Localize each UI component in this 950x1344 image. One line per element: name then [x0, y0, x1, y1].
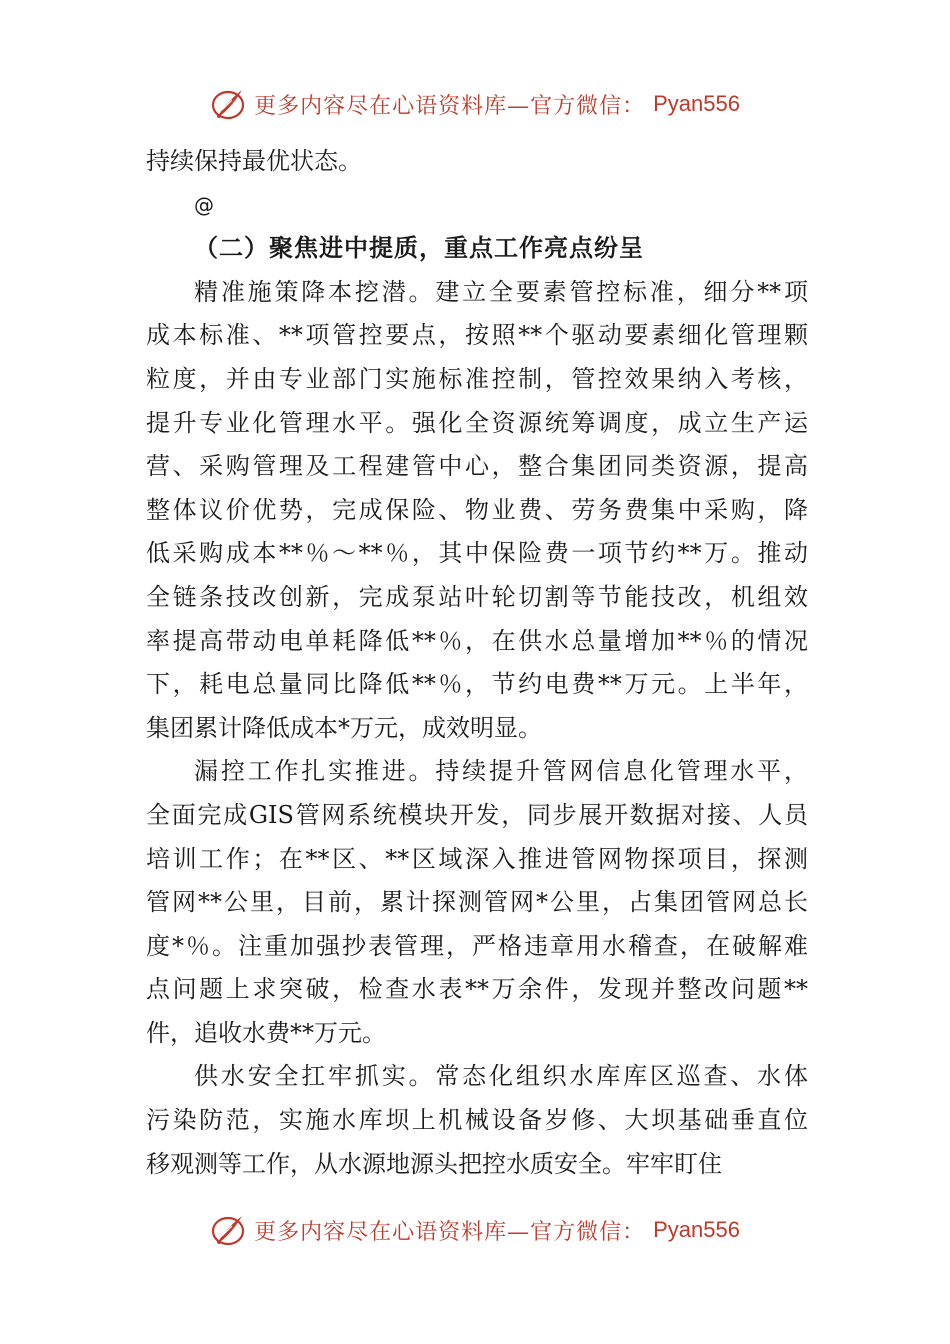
watermark-text: 更多内容尽在心语资料库—官方微信： — [254, 1219, 646, 1245]
paragraph-line: 集团累计降低成本*万元，成效明显。 — [146, 713, 542, 742]
paragraph-line: 移观测等工作，从水源地源头把控水质安全。牢牢盯住 — [146, 1149, 722, 1178]
paragraph-line: 漏控工作扎实推进。持续提升管网信息化管理水平， — [194, 757, 808, 786]
paragraph-line: 全链条技改创新，完成泵站叶轮切割等节能技改，机组效 — [146, 582, 808, 611]
paragraph-line: 持续保持最优状态。 — [146, 147, 362, 175]
quill-logo-icon — [210, 1212, 246, 1248]
section-heading: （二）聚焦进中提质，重点工作亮点纷呈 — [194, 234, 644, 263]
paragraph-line: 度*％。注重加强抄表管理，严格违章用水稽查，在破解难 — [146, 931, 808, 960]
paragraph-line: 低采购成本**％～**％，其中保险费一项节约**万。推动 — [146, 539, 808, 568]
stray-symbol: @ — [194, 192, 214, 217]
watermark-text: 更多内容尽在心语资料库—官方微信： — [254, 93, 646, 119]
paragraph-line: 营、采购管理及工程建管中心，整合集团同类资源，提高 — [146, 452, 808, 481]
paragraph-line: 粒度，并由专业部门实施标准控制，管控效果纳入考核， — [146, 364, 808, 393]
paragraph-line: 下，耗电总量同比降低**％，节约电费**万元。上半年， — [146, 670, 808, 699]
watermark-wechat-id: Pyan556 — [653, 1217, 740, 1242]
document-body — [146, 140, 808, 1186]
paragraph-line: 提升专业化管理水平。强化全资源统筹调度，成立生产运 — [146, 408, 808, 437]
paragraph-line: 供水安全扛牢抓实。常态化组织水库库区巡查、水体 — [194, 1062, 808, 1091]
paragraph-line: 管网**公里，目前，累计探测管网*公里，占集团管网总长 — [146, 888, 808, 917]
quill-logo-icon — [210, 86, 246, 122]
paragraph-line: 件，追收水费**万元。 — [146, 1018, 386, 1047]
paragraph-line: 点问题上求突破，检查水表**万余件，发现并整改问题** — [146, 975, 808, 1004]
paragraph-line: 成本标准、**项管控要点，按照**个驱动要素细化管理颗 — [146, 321, 808, 350]
paragraph-line: 整体议价优势，完成保险、物业费、劳务费集中采购，降 — [146, 495, 808, 524]
paragraph-line: 培训工作；在**区、**区域深入推进管网物探项目，探测 — [146, 844, 808, 873]
paragraph-line: 精准施策降本挖潜。建立全要素管控标准，细分**项 — [194, 277, 808, 306]
watermark-wechat-id: Pyan556 — [653, 91, 740, 116]
paragraph-line: 率提高带动电单耗降低**％，在供水总量增加**％的情况 — [146, 626, 808, 655]
paragraph-line: 全面完成GIS管网系统模块开发，同步展开数据对接、人员 — [146, 800, 808, 829]
paragraph-line: 污染防范，实施水库坝上机械设备岁修、大坝基础垂直位 — [146, 1106, 808, 1135]
watermark-footer — [0, 1208, 950, 1252]
watermark-header — [0, 82, 950, 126]
